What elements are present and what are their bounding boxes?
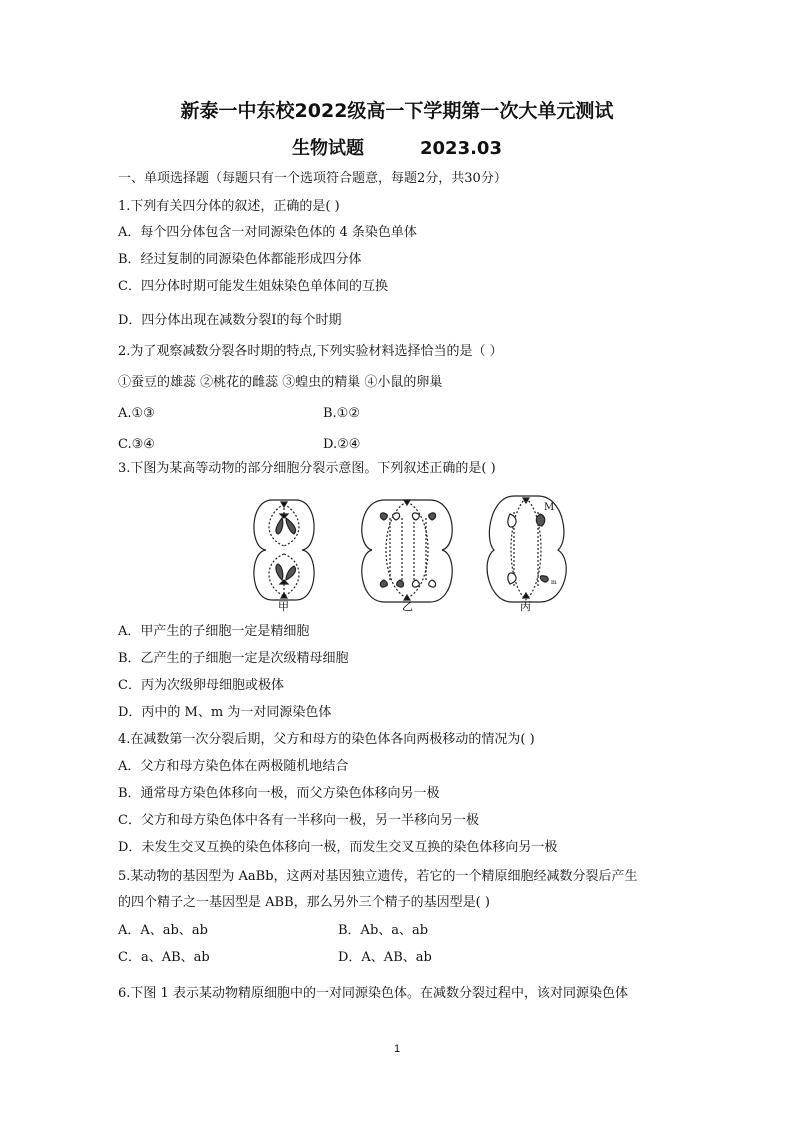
q4-option-d: D．未发生交叉互换的染色体移向一极，而发生交叉互换的染色体移向另一极	[118, 840, 558, 855]
q5-option-b: B．Ab、a、ab	[338, 923, 429, 938]
q1-option-c: C．四分体时期可能发生姐妹染色单体间的互换	[118, 279, 388, 294]
fig-mark-M: M	[544, 502, 555, 513]
q3-option-d: D．丙中的 M、m 为一对同源染色体	[118, 705, 332, 720]
section-heading: 一、单项选择题（每题只有一个选项符合题意，每题2分，共30分）	[118, 171, 507, 186]
q1-option-d: D．四分体出现在减数分裂Ⅰ的每个时期	[118, 313, 342, 328]
q2-stem: 2.为了观察减数分裂各时期的特点,下列实验材料选择恰当的是（ ）	[118, 344, 503, 359]
fig-label-yi: 乙	[402, 600, 413, 612]
q1-option-a: A．每个四分体包含一对同源染色体的 4 条染色单体	[118, 225, 417, 240]
exam-subtitle-row	[0, 134, 794, 160]
q2-option-b: B.①②	[323, 406, 360, 421]
fig-mark-m: m	[551, 579, 557, 586]
cell-division-figure	[244, 490, 574, 612]
page-number: 1	[393, 1043, 401, 1055]
q5-option-a: A．A、ab、ab	[118, 923, 208, 938]
q1-option-b: B．经过复制的同源染色体都能形成四分体	[118, 252, 362, 267]
q3-option-a: A．甲产生的子细胞一定是精细胞	[118, 624, 310, 639]
q5-stem-line2: 的四个精子之一基因型是 ABB，那么另外三个精子的基因型是( )	[118, 895, 490, 910]
q4-option-c: C．父方和母方染色体中各有一半移向一极，另一半移向另一极	[118, 813, 479, 828]
cell-bing-diagram	[487, 496, 566, 602]
q3-option-b: B．乙产生的子细胞一定是次级精母细胞	[118, 651, 349, 666]
q5-option-c: C．a、AB、ab	[118, 950, 210, 965]
q4-option-a: A．父方和母方染色体在两极随机地结合	[118, 759, 349, 774]
exam-date: 2023.03	[420, 138, 502, 159]
fig-label-jia: 甲	[278, 600, 289, 612]
q3-stem: 3.下图为某高等动物的部分细胞分裂示意图。下列叙述正确的是( )	[118, 461, 496, 476]
q4-stem: 4.在减数第一次分裂后期，父方和母方的染色体各向两极移动的情况为( )	[118, 732, 535, 747]
q1-stem: 1.下列有关四分体的叙述，正确的是( )	[118, 199, 340, 214]
q2-materials: ①蚕豆的雄蕊 ②桃花的雌蕊 ③蝗虫的精巢 ④小鼠的卵巢	[118, 375, 443, 390]
q2-option-c: C.③④	[118, 437, 155, 452]
fig-label-bing: 丙	[520, 600, 531, 612]
exam-title: 新泰一中东校2022级高一下学期第一次大单元测试	[180, 100, 614, 122]
q2-option-d: D.②④	[323, 437, 361, 452]
cell-yi-diagram	[362, 500, 452, 602]
q4-option-b: B．通常母方染色体移向一极，而父方染色体移向另一极	[118, 786, 440, 801]
subject-title: 生物试题	[292, 138, 364, 159]
q5-stem-line1: 5.某动物的基因型为 AaBb，这两对基因独立遗传，若它的一个精原细胞经减数分裂后产生	[118, 869, 638, 884]
q5-option-d: D．A、AB、ab	[338, 950, 432, 965]
q6-stem: 6.下图 1 表示某动物精原细胞中的一对同源染色体。在减数分裂过程中，该对同源染色体	[118, 986, 628, 1001]
q2-option-a: A.①③	[118, 406, 155, 421]
q3-option-c: C．丙为次级卵母细胞或极体	[118, 678, 284, 693]
